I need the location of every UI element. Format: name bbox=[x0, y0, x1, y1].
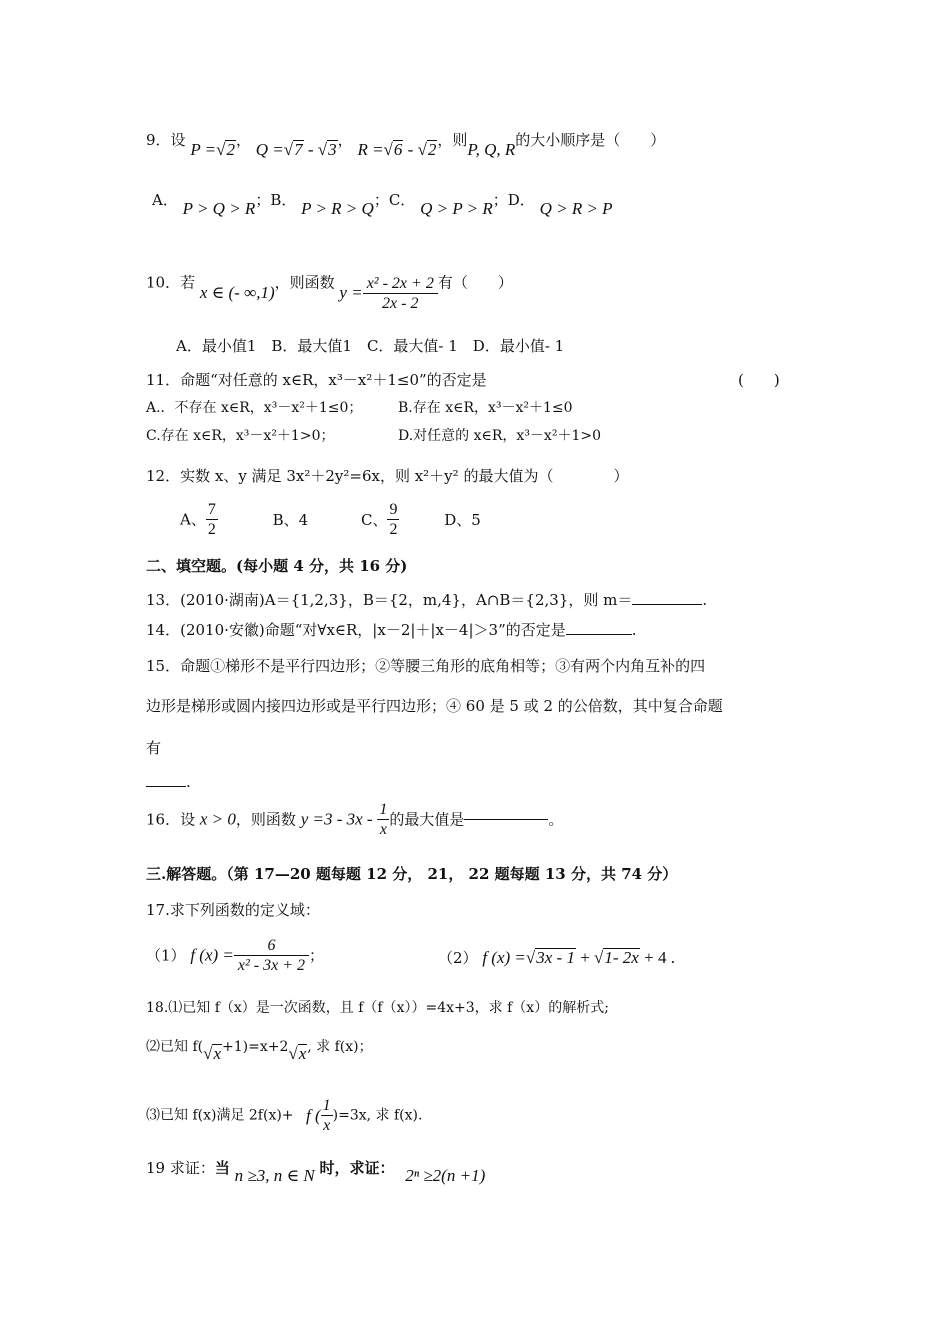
q9-opt-d-label: ；D． bbox=[492, 191, 535, 209]
q12-opt-c-frac: $\frac{9}{2}$ bbox=[389, 501, 398, 538]
q11-opt-b: B.存在 x∈R，x³－x²＋1≤0 bbox=[398, 400, 573, 416]
q18-p3-a: ⑶已知 f(x)满足 2f(x)+ bbox=[146, 1107, 294, 1124]
q18-p2-b: +1)=x+2 bbox=[221, 1039, 289, 1055]
q13-end: . bbox=[702, 591, 708, 609]
q9-opt-c: Q > P > R bbox=[420, 199, 493, 218]
q15-end: . bbox=[186, 773, 191, 791]
q15-line4 bbox=[146, 772, 191, 792]
q15-line3: 有 bbox=[146, 739, 162, 757]
q18-p2-c: , 求 f(x)； bbox=[307, 1039, 373, 1055]
q18-p3-b: )=3x, 求 f(x). bbox=[332, 1107, 423, 1124]
q13-blank bbox=[632, 604, 702, 605]
q15-line1: 15．命题①梯形不是平行四边形；②等腰三角形的底角相等；③有两个内角互补的四 bbox=[146, 657, 706, 675]
q10-line bbox=[146, 264, 513, 312]
q12-opt-b: B、4 bbox=[272, 510, 309, 529]
q18-p2 bbox=[146, 1036, 373, 1063]
q19-b: 当 bbox=[214, 1159, 230, 1177]
q10-mid: ，则函数 bbox=[274, 273, 335, 292]
q18-p1: 18.⑴已知 f（x）是一次函数，且 f（f（x））=4x+3，求 f（x）的解析式; bbox=[146, 1000, 609, 1016]
q16-blank bbox=[464, 819, 548, 820]
q11-stem: 11．命题“对任意的 x∈R，x³－x²＋1≤0”的否定是 bbox=[146, 371, 487, 389]
q16-tail: 的最大值是 bbox=[389, 810, 465, 829]
q14 bbox=[146, 620, 637, 640]
q19-a: 19 求证： bbox=[146, 1159, 215, 1177]
q10-fraction: $\frac{\text{x² - 2x + 2}}{2x - 2}$ bbox=[363, 274, 438, 313]
q12-options bbox=[180, 500, 481, 544]
q9-opt-a-label: A． bbox=[152, 191, 178, 209]
q14-blank bbox=[566, 634, 632, 635]
q19-ineq: 2ⁿ ≥2(n +1) bbox=[405, 1166, 486, 1185]
q15-blank bbox=[146, 786, 186, 787]
q9-sep2: ， bbox=[337, 131, 353, 149]
q12-stem: 12．实数 x、y 满足 3x²＋2y²=6x，则 x²＋y² 的最大值为（ ） bbox=[146, 467, 629, 485]
q16-func: y =3 - 3x - bbox=[300, 809, 373, 829]
q16-cond: x > 0 bbox=[199, 809, 236, 829]
q10-y: y = bbox=[339, 282, 363, 302]
q16-mid: ，则函数 bbox=[235, 810, 296, 829]
q9-line bbox=[146, 130, 666, 159]
q17-p1-label: （1） bbox=[146, 946, 186, 965]
q14-end: . bbox=[631, 621, 637, 639]
q9-p: P =√2 bbox=[190, 140, 235, 159]
q10-cond: x ∈ (- ∞,1) bbox=[199, 282, 275, 302]
q14-text: 14．(2010·安徽)命题“对∀x∈R，|x－2|＋|x－4|＞3”的否定是 bbox=[146, 621, 566, 639]
q17-stem: 17.求下列函数的定义域： bbox=[146, 901, 320, 919]
section-2-title: 二、填空题。(每小题 4 分，共 16 分) bbox=[146, 557, 408, 575]
q17-p1-f: f (x) = bbox=[190, 945, 234, 965]
q9-opt-a: P > Q > R bbox=[182, 199, 256, 218]
q11-paren: ( ) bbox=[738, 371, 780, 389]
section-3-title: 三.解答题。（第 17—20 题每题 12 分， 21， 22 题每题 13 分，共 74 分） bbox=[146, 865, 678, 883]
q17-p2-f: f (x) = bbox=[482, 948, 526, 967]
q10-stem: 10．若 bbox=[146, 273, 196, 292]
q16-end: 。 bbox=[548, 810, 564, 829]
q19-line bbox=[146, 1158, 486, 1185]
q11-opt-a: A.．不存在 x∈R，x³－x²＋1≤0； bbox=[146, 400, 363, 416]
q9-set: P, Q, R bbox=[467, 140, 516, 159]
q9-stem: 9．设 bbox=[146, 131, 186, 149]
q12-opt-d: D、5 bbox=[444, 510, 481, 529]
q18-p2-rad: √x bbox=[203, 1044, 221, 1063]
q16-stem: 16．设 bbox=[146, 810, 196, 829]
q9-options bbox=[152, 190, 613, 218]
q9-opt-b-label: ；B． bbox=[255, 191, 297, 209]
q12-opt-a-label: A、 bbox=[180, 510, 206, 529]
q15-line2: 边形是梯形或圆内接四边形或是平行四边形；④ 60 是 5 或 2 的公倍数，其中复合命题 bbox=[146, 697, 723, 715]
q17-p2-rad1: √3x - 1 bbox=[525, 948, 575, 967]
q9-sep1: ， bbox=[235, 131, 251, 149]
q9-opt-c-label: ；C． bbox=[373, 191, 416, 209]
q18-p3-fraction: $\frac{1}{x}$ bbox=[322, 1097, 331, 1134]
q17-p2-plus: + bbox=[575, 948, 595, 967]
q18-p2-a: ⑵已知 f( bbox=[146, 1039, 204, 1055]
q17-part2 bbox=[438, 948, 675, 968]
q19-c: 时，求证： bbox=[319, 1159, 395, 1177]
q13-text: 13．(2010·湖南)A＝{1,2,3}，B＝{2，m,4}，A∩B＝{2,3}，则 m＝ bbox=[146, 591, 633, 609]
q13 bbox=[146, 590, 707, 610]
q12-opt-a-frac: $\frac{7}{2}$ bbox=[207, 501, 216, 538]
q17-p1-fraction: $\frac{6}{\text{x² - 3x + 2}}$ bbox=[234, 936, 309, 975]
q17-parts bbox=[146, 936, 324, 984]
q12-opt-c-label: C、 bbox=[360, 510, 388, 529]
q11-opt-d: D.对任意的 x∈R，x³－x²＋1>0 bbox=[398, 428, 601, 444]
q17-p2-end: + 4 . bbox=[639, 948, 675, 967]
q9-opt-d: Q > R > P bbox=[539, 199, 613, 218]
q10-options: A．最小值1 B．最大值1 C．最大值- 1 D．最小值- 1 bbox=[176, 337, 565, 355]
q10-tail: 有（ ） bbox=[437, 273, 513, 292]
q17-p1-end: ； bbox=[309, 946, 325, 965]
q19-cond: n ≥3, n ∈ N bbox=[234, 1166, 315, 1185]
q17-p2-label: （2） bbox=[438, 949, 478, 967]
q9-opt-b: P > R > Q bbox=[301, 199, 374, 218]
q16-line bbox=[146, 800, 563, 848]
q9-then: ，则 bbox=[437, 131, 468, 149]
q18-p3 bbox=[146, 1096, 422, 1140]
q18-p2-rad2: √x bbox=[288, 1044, 307, 1063]
q9-r: R =√6 - √2 bbox=[357, 140, 437, 159]
q17-p2-rad2: √1- 2x bbox=[594, 948, 639, 967]
q11-opt-c: C.存在 x∈R，x³－x²＋1>0； bbox=[146, 428, 335, 444]
q18-p3-f: f ( bbox=[306, 1105, 321, 1125]
q9-q: Q =√7 - √3 bbox=[255, 140, 337, 159]
q9-tail: 的大小顺序是（ ） bbox=[515, 131, 666, 149]
q16-fraction: $\frac{1}{x}$ bbox=[379, 801, 388, 838]
